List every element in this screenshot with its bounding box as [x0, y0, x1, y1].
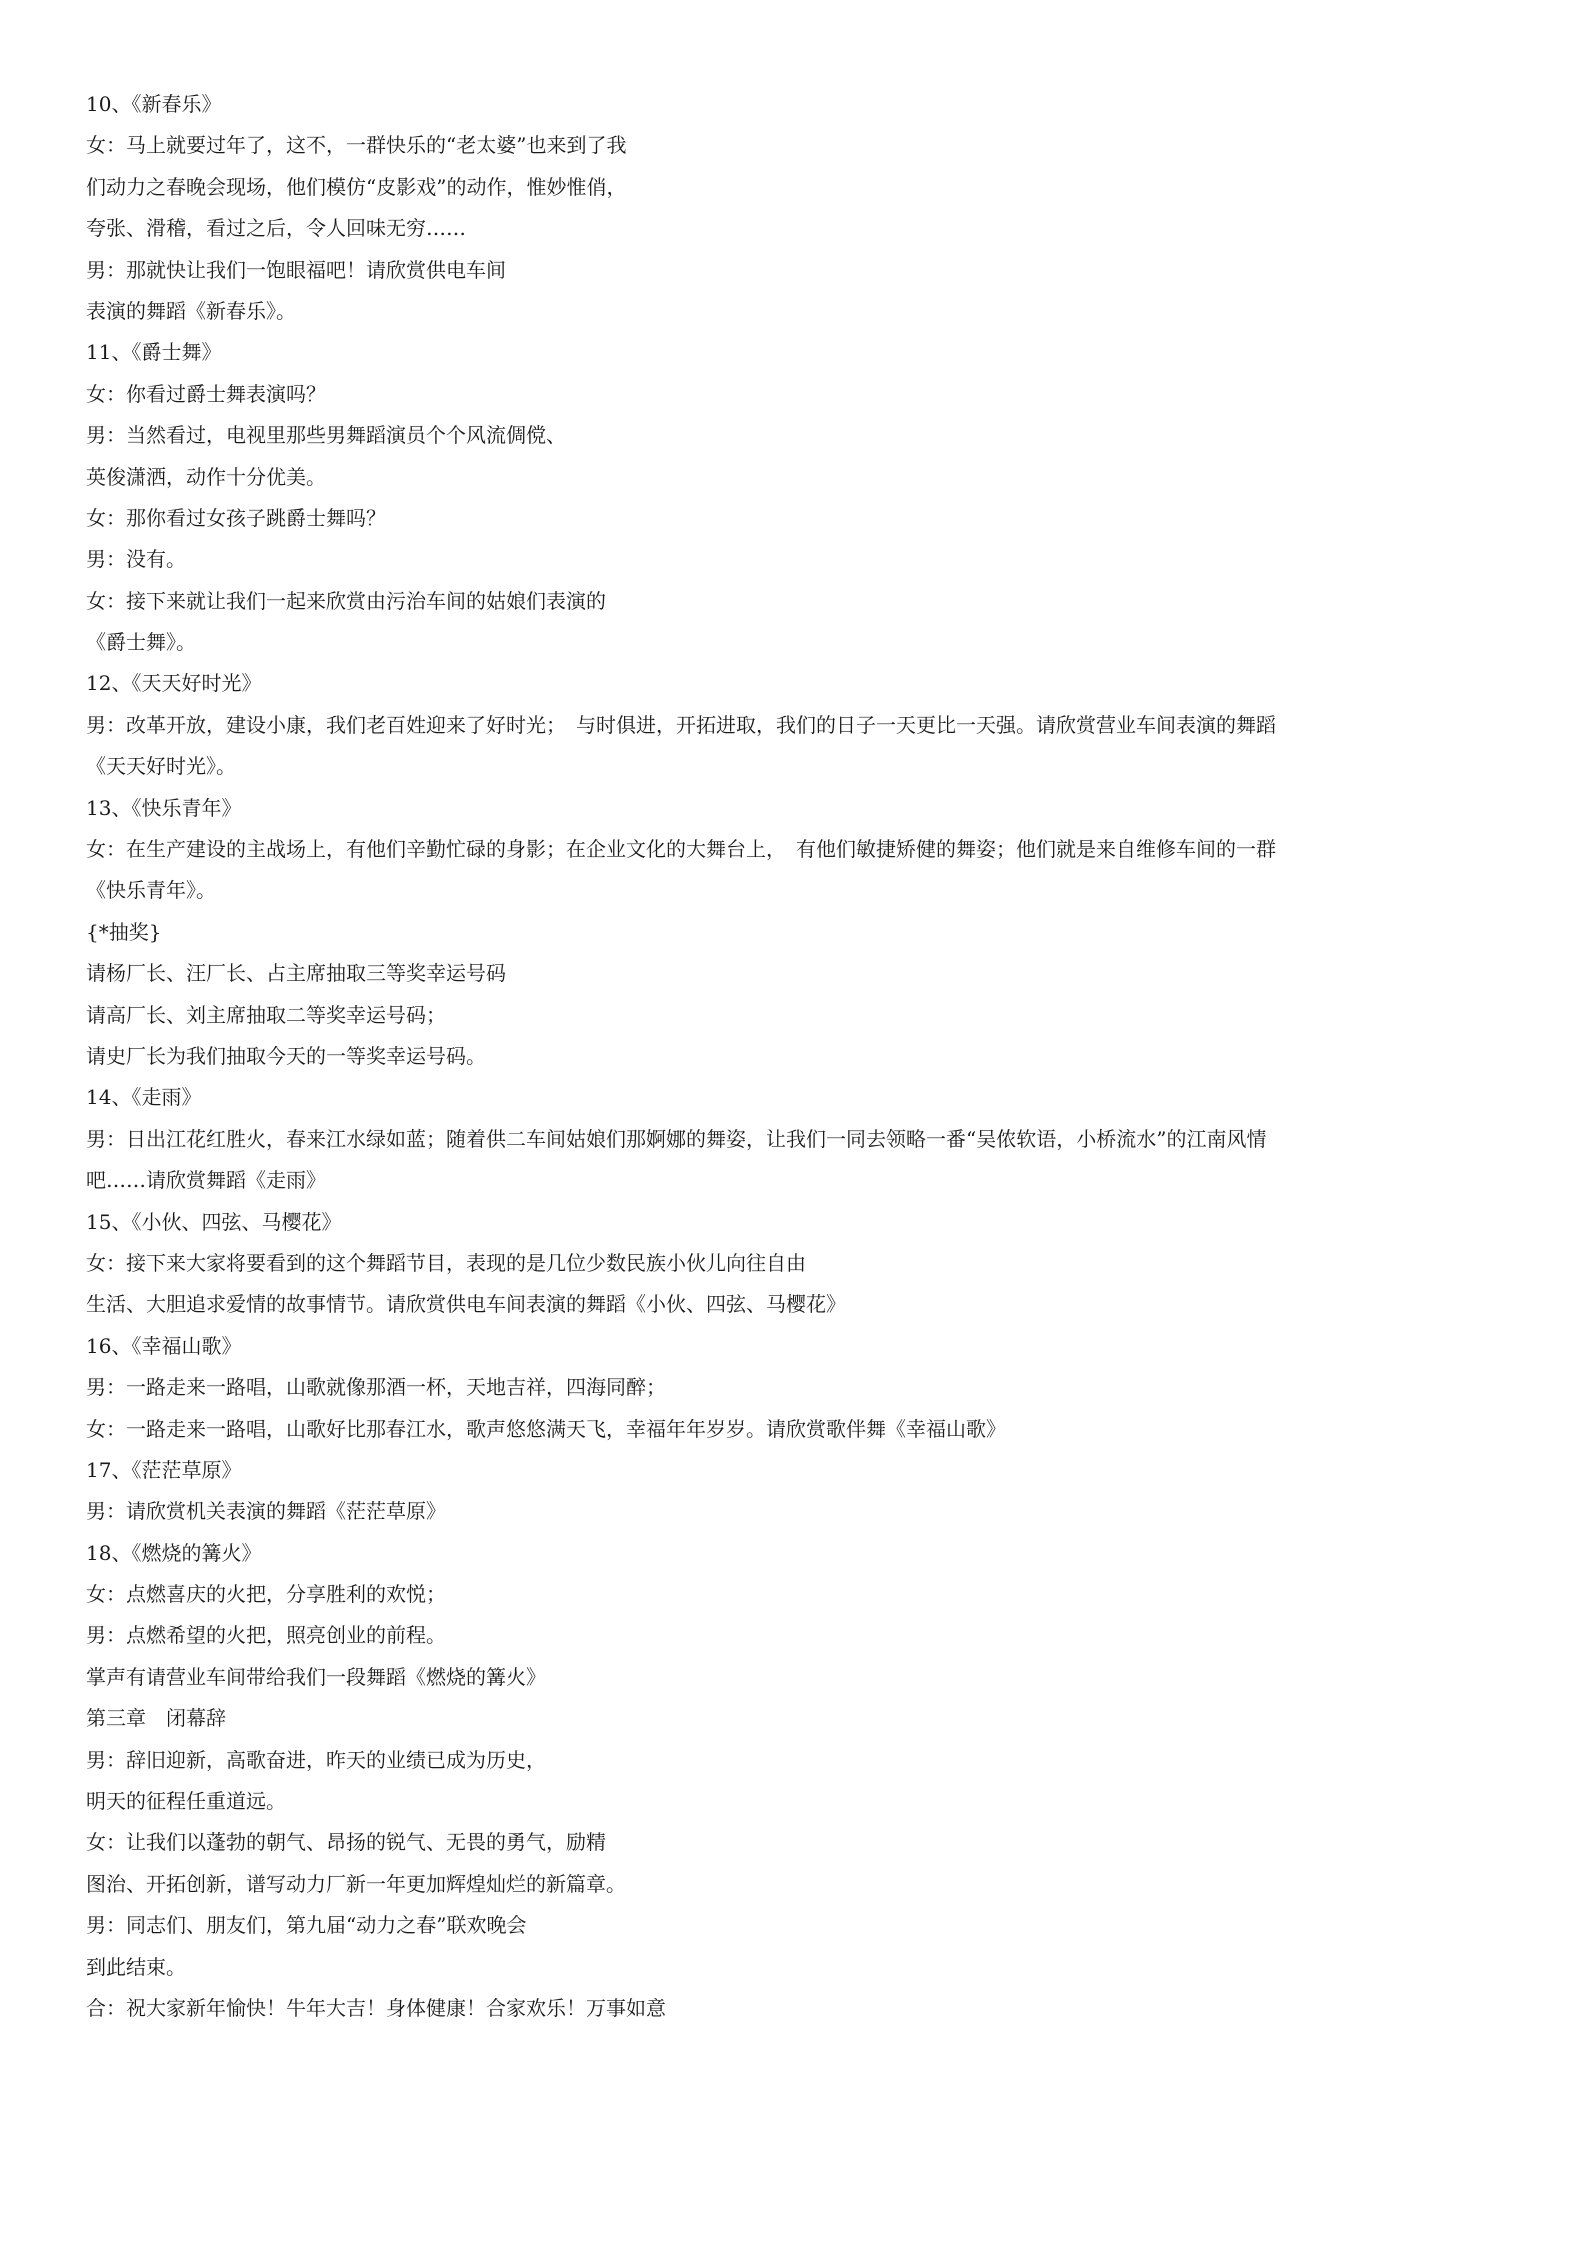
script-line: 们动力之春晚会现场，他们模仿“皮影戏”的动作，惟妙惟俏，	[86, 174, 627, 199]
script-line: 请杨厂长、汪厂长、占主席抽取三等奖幸运号码	[86, 961, 506, 986]
script-line: 男：一路走来一路唱，山歌就像那酒一杯，天地吉祥，四海同醉；	[86, 1375, 666, 1400]
script-line: 明天的征程任重道远。	[86, 1789, 286, 1814]
script-line: 《爵士舞》。	[86, 630, 196, 655]
chapter-heading: 第三章 闭幕辞	[86, 1706, 226, 1731]
program-heading: 14、《走雨》	[86, 1085, 202, 1110]
script-line: 男：请欣赏机关表演的舞蹈《茫茫草原》	[86, 1499, 446, 1524]
script-line: 男：那就快让我们一饱眼福吧！请欣赏供电车间	[86, 257, 506, 282]
script-line: 女：那你看过女孩子跳爵士舞吗？	[86, 505, 386, 530]
script-line: 到此结束。	[86, 1954, 186, 1979]
script-line: 生活、大胆追求爱情的故事情节。请欣赏供电车间表演的舞蹈《小伙、四弦、马樱花》	[86, 1292, 846, 1317]
lottery-heading: {*抽奖}	[86, 919, 162, 944]
script-line: 请史厂长为我们抽取今天的一等奖幸运号码。	[86, 1043, 486, 1068]
program-heading: 13、《快乐青年》	[86, 795, 242, 820]
program-heading: 10、《新春乐》	[86, 92, 222, 116]
script-line: 男：日出江花红胜火，春来江水绿如蓝；随着供二车间姑娘们那婀娜的舞姿，让我们一同去领略一番“吴侬软语，小桥流水”的江南风情	[86, 1126, 1267, 1151]
script-line: 女：一路走来一路唱，山歌好比那春江水，歌声悠悠满天飞，幸福年年岁岁。请欣赏歌伴舞《幸福山歌》	[86, 1416, 1006, 1441]
script-line: 男：同志们、朋友们，第九届“动力之春”联欢晚会	[86, 1913, 527, 1938]
script-line: 男：没有。	[86, 547, 186, 572]
script-line: 男：当然看过，电视里那些男舞蹈演员个个风流倜傥、	[86, 423, 566, 448]
script-line: 女：让我们以蓬勃的朝气、昂扬的锐气、无畏的勇气，励精	[86, 1830, 606, 1855]
script-line: 英俊潇洒，动作十分优美。	[86, 464, 326, 489]
script-line: 男：辞旧迎新，高歌奋进，昨天的业绩已成为历史，	[86, 1747, 546, 1772]
closing-line: 合：祝大家新年愉快！牛年大吉！身体健康！合家欢乐！万事如意	[86, 1995, 666, 2020]
script-line: 《快乐青年》。	[86, 878, 216, 903]
script-line: 《天天好时光》。	[86, 754, 236, 779]
script-line: 吧……请欣赏舞蹈《走雨》	[86, 1168, 326, 1193]
script-line: 女：接下来大家将要看到的这个舞蹈节目，表现的是几位少数民族小伙儿向往自由	[86, 1250, 806, 1275]
script-line: 女：接下来就让我们一起来欣赏由污治车间的姑娘们表演的	[86, 588, 606, 613]
script-line: 请高厂长、刘主席抽取二等奖幸运号码；	[86, 1002, 446, 1027]
program-heading: 15、《小伙、四弦、马樱花》	[86, 1209, 342, 1234]
script-line: 男：点燃希望的火把，照亮创业的前程。	[86, 1623, 446, 1648]
script-line: 图治、开拓创新，谱写动力厂新一年更加辉煌灿烂的新篇章。	[86, 1871, 626, 1896]
program-heading: 18、《燃烧的篝火》	[86, 1540, 262, 1565]
program-heading: 12、《天天好时光》	[86, 671, 262, 696]
program-heading: 17、《茫茫草原》	[86, 1457, 242, 1482]
script-line: 女：在生产建设的主战场上，有他们辛勤忙碌的身影；在企业文化的大舞台上， 有他们敏捷矫健的舞姿；他们就是来自维修车间的一群	[86, 837, 1276, 862]
program-heading: 16、《幸福山歌》	[86, 1333, 242, 1358]
script-line: 掌声有请营业车间带给我们一段舞蹈《燃烧的篝火》	[86, 1664, 546, 1689]
document-body	[86, 84, 1526, 2029]
script-line: 女：马上就要过年了，这不，一群快乐的“老太婆”也来到了我	[86, 133, 627, 158]
script-line: 夸张、滑稽，看过之后，令人回味无穷……	[86, 216, 466, 241]
script-line: 男：改革开放，建设小康，我们老百姓迎来了好时光； 与时俱进，开拓进取，我们的日子一天更比一天强。请欣赏营业车间表演的舞蹈	[86, 712, 1276, 737]
script-line: 女：点燃喜庆的火把，分享胜利的欢悦；	[86, 1582, 446, 1607]
script-line: 表演的舞蹈《新春乐》。	[86, 298, 296, 323]
script-line: 女：你看过爵士舞表演吗？	[86, 381, 326, 406]
program-heading: 11、《爵士舞》	[86, 340, 222, 365]
